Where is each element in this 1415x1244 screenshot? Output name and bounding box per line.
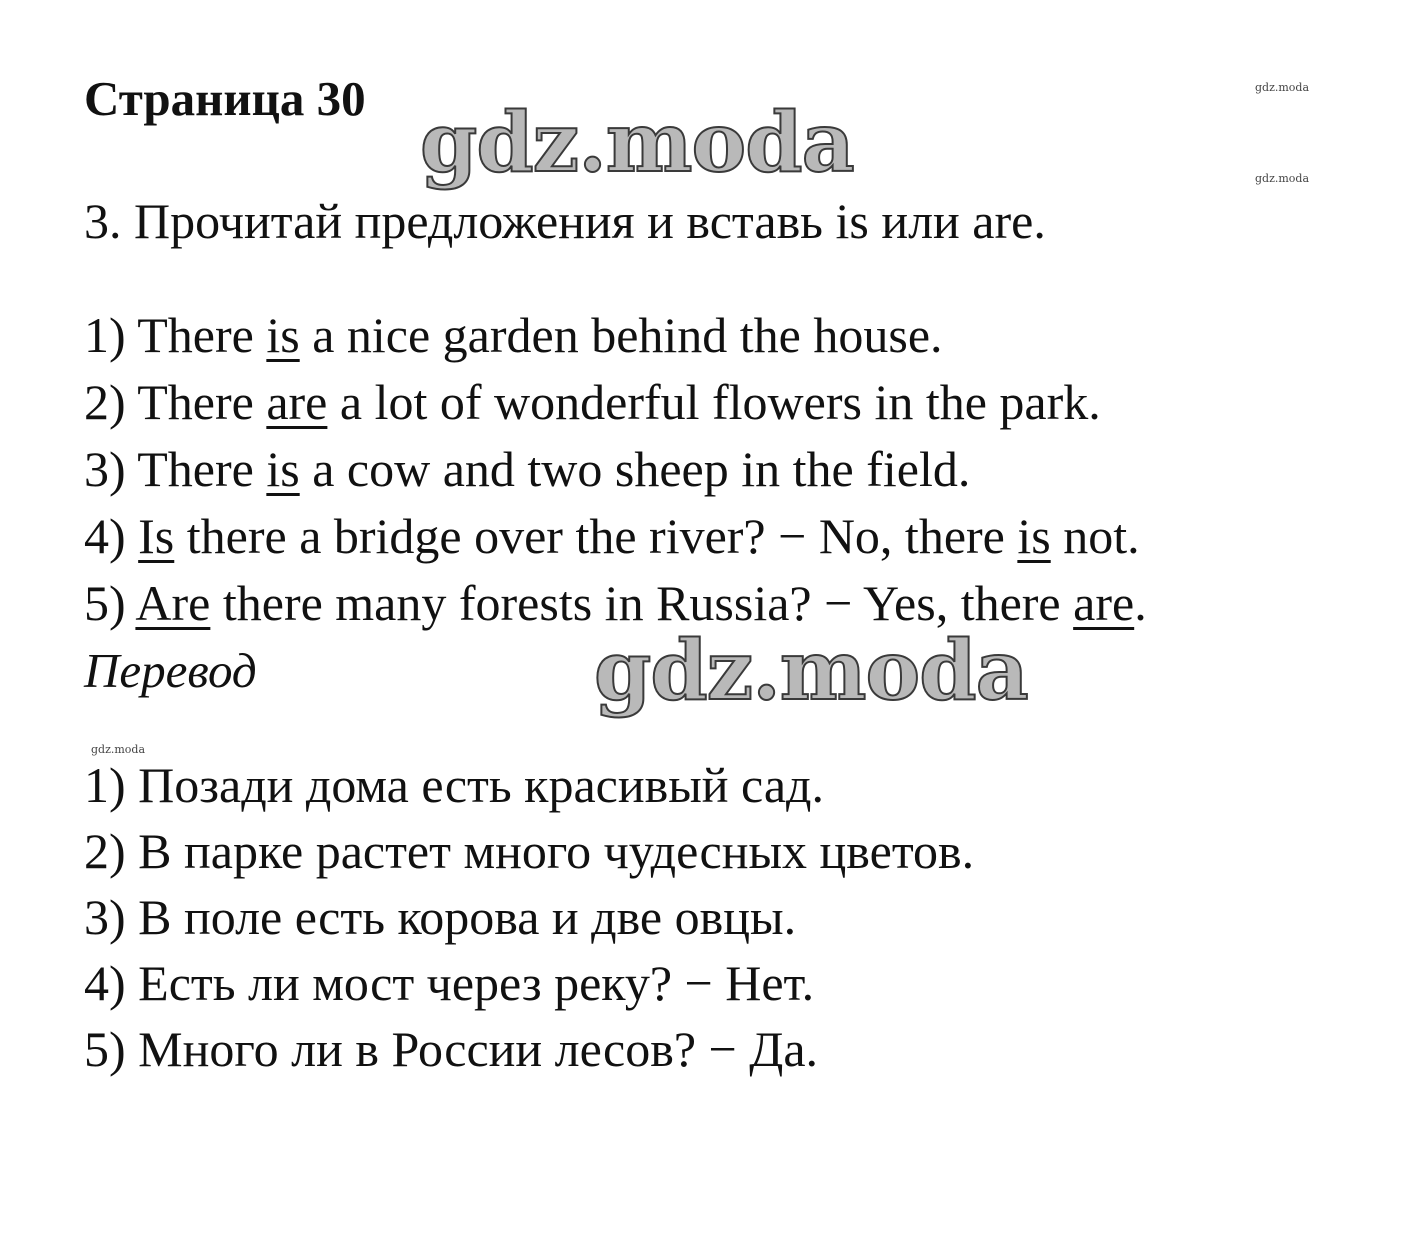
answer-item xyxy=(84,440,1147,507)
item-number: 5) xyxy=(84,575,126,631)
answer-item xyxy=(84,306,1147,373)
watermark-small: gdz.moda xyxy=(1255,172,1310,185)
page-title: Страница 30 xyxy=(84,71,366,126)
sentence-text: a nice garden behind the house. xyxy=(299,307,943,363)
answer-item xyxy=(84,373,1147,440)
answers-list xyxy=(84,306,1147,641)
inserted-answer: Is xyxy=(138,508,175,564)
translation-item: 5) Много ли в России лесов? − Да. xyxy=(84,1021,819,1077)
watermark-logo: gdz.moda xyxy=(420,95,854,191)
inserted-answer: are xyxy=(266,374,328,430)
task-instruction: 3. Прочитай предложения и вставь is или are. xyxy=(84,193,1046,249)
translation-item: 2) В парке растет много чудесных цветов. xyxy=(84,823,975,879)
item-number: 4) xyxy=(84,508,126,564)
answer-item xyxy=(84,507,1147,574)
sentence-text: . xyxy=(1134,575,1147,631)
sentence-text xyxy=(126,575,136,631)
sentence-text: There xyxy=(125,441,267,497)
item-number: 1) xyxy=(84,307,126,363)
translation-item: 4) Есть ли мост через реку? − Нет. xyxy=(84,955,815,1011)
translation-heading: Перевод xyxy=(84,643,257,698)
inserted-answer: are xyxy=(1073,575,1135,631)
sentence-text: a cow and two sheep in the field. xyxy=(299,441,971,497)
item-number: 2) xyxy=(84,374,126,430)
watermark-small: gdz.moda xyxy=(91,743,146,756)
sentence-text: not. xyxy=(1050,508,1140,564)
sentence-text: There xyxy=(125,307,267,363)
sentence-text: There xyxy=(125,374,267,430)
sentence-text xyxy=(126,508,139,564)
inserted-answer: is xyxy=(1017,508,1051,564)
watermark-small: gdz.moda xyxy=(1255,81,1310,94)
translation-item: 1) Позади дома есть красивый сад. xyxy=(84,757,824,813)
sentence-text: a lot of wonderful flowers in the park. xyxy=(327,374,1101,430)
translation-item: 3) В поле есть корова и две овцы. xyxy=(84,889,797,945)
sentence-text: there a bridge over the river? − No, there xyxy=(174,508,1018,564)
inserted-answer: is xyxy=(266,441,300,497)
inserted-answer: Are xyxy=(135,575,211,631)
inserted-answer: is xyxy=(266,307,300,363)
translations-list xyxy=(84,756,974,1086)
sentence-text: there many forests in Russia? − Yes, there xyxy=(210,575,1074,631)
item-number: 3) xyxy=(84,441,126,497)
watermark-logo: gdz.moda xyxy=(594,623,1028,719)
